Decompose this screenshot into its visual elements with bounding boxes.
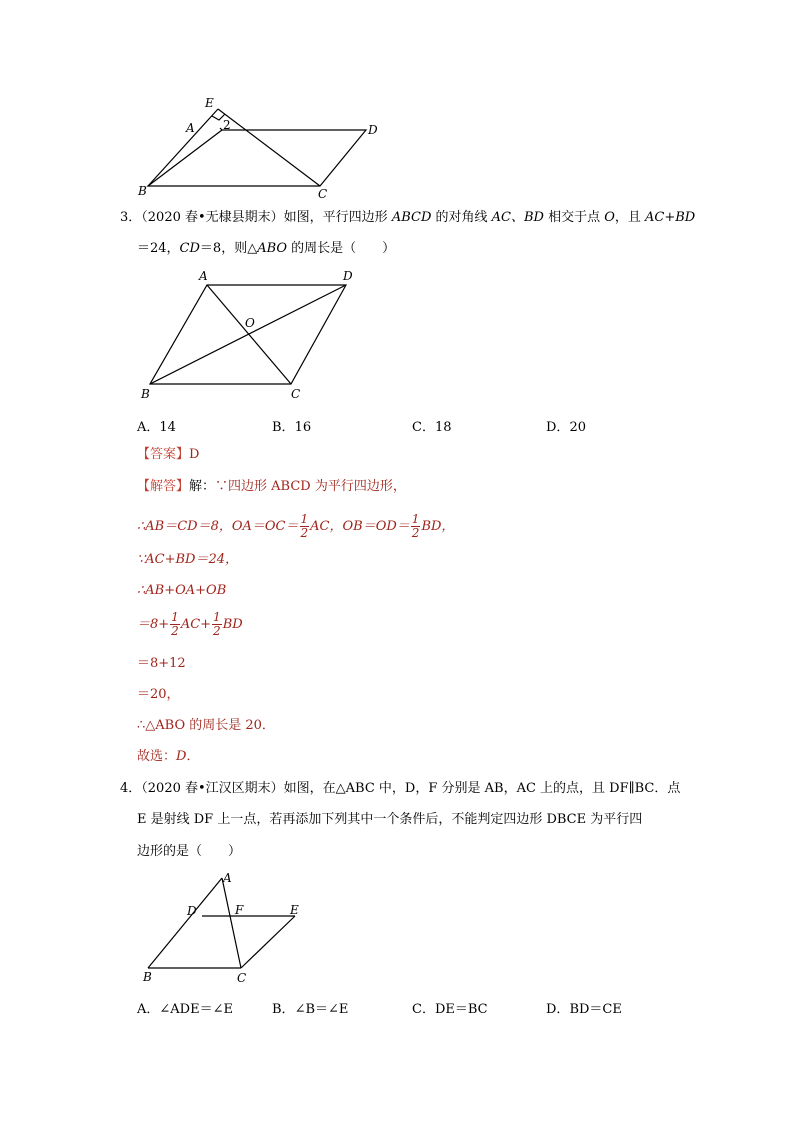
fraction-half — [411, 513, 421, 540]
q4-number: 4． — [120, 781, 142, 796]
q4-choice-a[interactable] — [137, 998, 233, 1017]
choice-key: C． — [412, 420, 435, 435]
q3-solution-line8 — [137, 717, 275, 735]
solution-text: ∵四边形 ABCD 为平行四边形， — [215, 479, 406, 494]
choice-value: 14 — [159, 420, 176, 435]
q3-solution-line5 — [137, 608, 243, 642]
q3-solution-line2 — [137, 510, 454, 544]
fraction-half — [170, 611, 180, 638]
label-C: C — [291, 387, 301, 401]
choice-value: 16 — [294, 420, 312, 435]
choice-value: BD＝CE — [569, 1002, 622, 1017]
frac-den: 2 — [171, 624, 179, 638]
fraction-half — [300, 513, 310, 540]
q3-text: ＝24， — [137, 241, 180, 256]
solution-text: AC+ — [180, 617, 212, 632]
choice-value: ∠B＝∠E — [294, 1002, 349, 1017]
frac-num: 1 — [171, 610, 179, 624]
choice-value: 18 — [434, 420, 452, 435]
frac-num: 1 — [213, 610, 221, 624]
label-B: B — [141, 387, 150, 401]
choice-value: ∠ADE＝∠E — [159, 1002, 233, 1017]
figure-q3-parallelogram — [135, 265, 375, 405]
q3-answer — [137, 446, 199, 464]
solution-prefix: 解： — [189, 479, 216, 494]
q3-abo: ABO — [257, 241, 288, 256]
q3-solution-line3 — [137, 551, 238, 569]
q3-solution-line9 — [137, 748, 199, 766]
solution-text: ＝8+ — [137, 617, 170, 632]
q3-acbd: AC+BD — [645, 210, 696, 225]
q3-choice-b[interactable] — [272, 416, 311, 435]
label-C: C — [318, 187, 328, 201]
q4-stem-line3 — [137, 843, 241, 861]
q4-text: （2020 春•江汉区期末）如图，在△ABC 中，D，F 分别是 AB，AC 上的点，且 DF∥BC．点 — [141, 781, 681, 796]
label-O: O — [245, 316, 255, 330]
choice-value: DE＝BC — [434, 1002, 488, 1017]
label-A: A — [199, 269, 208, 283]
choice-key: C． — [412, 1002, 435, 1017]
answer-tag: 【答案】 — [137, 447, 190, 462]
solution-text: ＝8+12 — [137, 656, 186, 671]
choice-key: A． — [137, 1002, 160, 1017]
solution-text: ∴△ABO 的周长是 20． — [137, 718, 275, 733]
q4-choice-d[interactable] — [546, 998, 622, 1017]
label-E: E — [290, 903, 299, 917]
figure-q2-parallelogram — [130, 92, 400, 202]
q3-abcd: ABCD — [391, 210, 432, 225]
frac-num: 1 — [300, 512, 309, 526]
q3-o: O — [604, 210, 615, 225]
choice-key: D． — [546, 420, 570, 435]
q4-text: E 是射线 DF 上一点，若再添加下列其中一个条件后，不能判定四边形 DBCE 为平行四 — [137, 812, 643, 827]
solution-text: ∵AC+BD＝24， — [137, 552, 239, 567]
label-F: F — [235, 903, 244, 917]
q3-solution-line6 — [137, 655, 186, 673]
frac-den: 2 — [300, 526, 309, 540]
frac-den: 2 — [213, 624, 221, 638]
q3-text: ，且 — [614, 210, 646, 225]
solution-text: ． — [186, 749, 200, 764]
solution-text: ∴AB+OA+OB — [137, 583, 227, 598]
solution-text: D — [176, 749, 187, 764]
label-C: C — [237, 971, 247, 985]
solution-text: AC，OB＝OD＝ — [310, 519, 410, 534]
q3-stem-line2 — [137, 240, 395, 258]
solution-text: ＝20， — [137, 687, 180, 702]
choice-key: D． — [546, 1002, 570, 1017]
figure-q4-triangle — [135, 868, 325, 988]
label-D: D — [368, 123, 378, 137]
q3-number: 3． — [120, 210, 142, 225]
solution-text: BD — [222, 617, 243, 632]
solution-text: ∴AB＝CD＝8，OA＝OC＝ — [137, 519, 299, 534]
q3-text: ＝8，则△ — [199, 241, 258, 256]
q3-cd: CD — [179, 241, 200, 256]
q3-text: 如图，平行四边形 — [283, 210, 392, 225]
label-A: A — [223, 871, 232, 885]
choice-key: A． — [137, 420, 160, 435]
q3-choice-c[interactable] — [412, 416, 452, 435]
answer-value: D — [189, 447, 200, 462]
q4-text: 边形的是（ ） — [137, 844, 242, 859]
q3-stem-line1 — [120, 209, 695, 227]
q3-source: （2020 春•无棣县期末） — [141, 210, 284, 225]
q3-solution-line4 — [137, 582, 226, 600]
q3-solution-line1 — [137, 478, 406, 496]
solution-text: 故选： — [137, 749, 177, 764]
label-B: B — [143, 970, 152, 984]
label-angle-2: 2 — [223, 118, 231, 132]
solution-text: BD， — [421, 519, 455, 534]
q3-text: 的周长是（ ） — [287, 241, 396, 256]
label-B: B — [138, 184, 147, 198]
label-E: E — [205, 96, 214, 110]
q4-choice-c[interactable] — [412, 998, 488, 1017]
q3-text: 相交于点 — [543, 210, 605, 225]
q4-stem-line1 — [120, 780, 680, 798]
q3-ac-bd: AC、BD — [491, 210, 544, 225]
q4-stem-line2 — [137, 811, 642, 829]
label-D: D — [187, 904, 197, 918]
choice-key: B． — [272, 1002, 295, 1017]
q4-choice-b[interactable] — [272, 998, 348, 1017]
label-A: A — [186, 121, 195, 135]
analysis-tag: 【解答】 — [137, 479, 190, 494]
label-D: D — [343, 269, 353, 283]
q3-text: 的对角线 — [431, 210, 492, 225]
fraction-half — [212, 611, 222, 638]
frac-den: 2 — [411, 526, 420, 540]
choice-value: 20 — [569, 420, 586, 435]
q3-choice-a[interactable] — [137, 416, 176, 435]
frac-num: 1 — [411, 512, 420, 526]
q3-choice-d[interactable] — [546, 416, 586, 435]
q3-solution-line7 — [137, 686, 180, 704]
choice-key: B． — [272, 420, 295, 435]
